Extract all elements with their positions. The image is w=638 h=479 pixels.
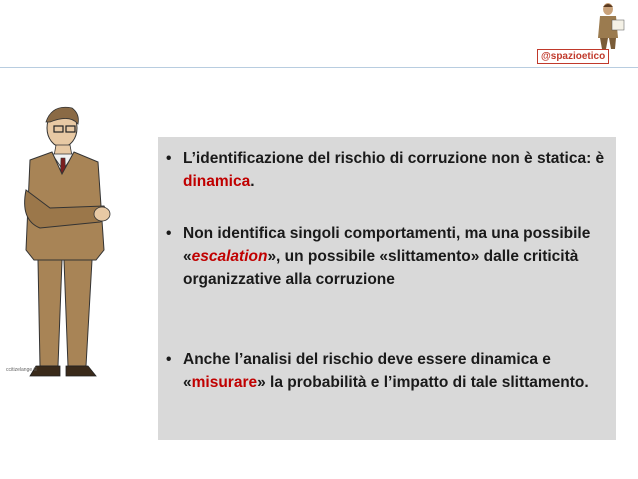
standing-businessman-illustration [0, 100, 160, 382]
small-man-reading-icon [588, 2, 634, 50]
bullet-text: » la probabilità e l’impatto di tale slittamento. [257, 374, 589, 391]
bullet-text: L’identificazione del rischio di corruzione non è statica: è [183, 150, 605, 167]
bullet-dot: • [166, 225, 172, 242]
bullet-item [166, 222, 606, 291]
bullet-highlight: misurare [191, 374, 258, 391]
bullet-highlight: escalation [191, 248, 268, 265]
bullet-item [166, 147, 606, 193]
bullet-dot: • [166, 150, 172, 167]
bullet-item [166, 348, 606, 394]
bullet-text: . [250, 173, 255, 190]
bullet-text: », un possibile «slittamento» dalle criticità organizzative alla corruzione [183, 248, 579, 288]
header-divider [0, 67, 638, 68]
bullet-dot: • [166, 351, 172, 368]
illustration-credit: ccitizelange © [6, 367, 38, 373]
bullet-text: Non identifica singoli comportamenti, ma una possibile « [183, 225, 591, 265]
bullet-text: Anche l’analisi del rischio deve essere dinamica e « [183, 351, 551, 391]
twitter-handle[interactable]: @spazioetico [537, 49, 609, 64]
bullet-highlight: dinamica [183, 173, 251, 190]
